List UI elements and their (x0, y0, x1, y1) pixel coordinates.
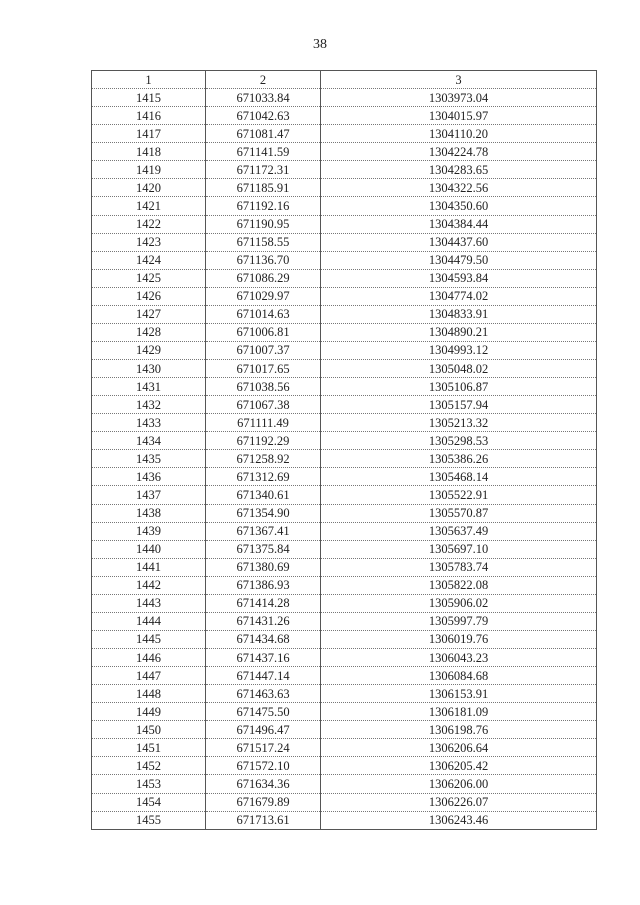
table-row (92, 630, 597, 648)
y-coordinate-cell: 1304322.56 (321, 179, 597, 197)
point-number-cell: 1415 (92, 89, 206, 107)
x-coordinate-cell: 671679.89 (206, 793, 321, 811)
table-row (92, 179, 597, 197)
table-row (92, 811, 597, 829)
column-header-1: 1 (92, 71, 206, 89)
x-coordinate-cell: 671713.61 (206, 811, 321, 829)
table-row (92, 522, 597, 540)
x-coordinate-cell: 671572.10 (206, 757, 321, 775)
y-coordinate-cell: 1306153.91 (321, 685, 597, 703)
table-row (92, 721, 597, 739)
y-coordinate-cell: 1305570.87 (321, 504, 597, 522)
x-coordinate-cell: 671158.55 (206, 233, 321, 251)
x-coordinate-cell: 671067.38 (206, 396, 321, 414)
table-row (92, 793, 597, 811)
y-coordinate-cell: 1306043.23 (321, 649, 597, 667)
y-coordinate-cell: 1305157.94 (321, 396, 597, 414)
table-row (92, 396, 597, 414)
table-row (92, 197, 597, 215)
table-row (92, 323, 597, 341)
y-coordinate-cell: 1305997.79 (321, 612, 597, 630)
y-coordinate-cell: 1304384.44 (321, 215, 597, 233)
x-coordinate-cell: 671437.16 (206, 649, 321, 667)
x-coordinate-cell: 671081.47 (206, 125, 321, 143)
x-coordinate-cell: 671463.63 (206, 685, 321, 703)
column-header-2: 2 (206, 71, 321, 89)
y-coordinate-cell: 1305386.26 (321, 450, 597, 468)
x-coordinate-cell: 671258.92 (206, 450, 321, 468)
point-number-cell: 1436 (92, 468, 206, 486)
x-coordinate-cell: 671475.50 (206, 703, 321, 721)
table-row (92, 450, 597, 468)
x-coordinate-cell: 671029.97 (206, 287, 321, 305)
x-coordinate-cell: 671185.91 (206, 179, 321, 197)
x-coordinate-cell: 671380.69 (206, 558, 321, 576)
table-row (92, 233, 597, 251)
table-row (92, 486, 597, 504)
point-number-cell: 1443 (92, 594, 206, 612)
table-row (92, 703, 597, 721)
table-row (92, 360, 597, 378)
table-row (92, 558, 597, 576)
page-number: 38 (313, 37, 327, 52)
point-number-cell: 1441 (92, 558, 206, 576)
point-number-cell: 1430 (92, 360, 206, 378)
x-coordinate-cell: 671192.29 (206, 432, 321, 450)
point-number-cell: 1445 (92, 630, 206, 648)
x-coordinate-cell: 671434.68 (206, 630, 321, 648)
y-coordinate-cell: 1306206.00 (321, 775, 597, 793)
y-coordinate-cell: 1303973.04 (321, 89, 597, 107)
table-row (92, 287, 597, 305)
point-number-cell: 1451 (92, 739, 206, 757)
point-number-cell: 1429 (92, 341, 206, 359)
x-coordinate-cell: 671414.28 (206, 594, 321, 612)
point-number-cell: 1427 (92, 305, 206, 323)
y-coordinate-cell: 1305468.14 (321, 468, 597, 486)
x-coordinate-cell: 671136.70 (206, 251, 321, 269)
y-coordinate-cell: 1304833.91 (321, 305, 597, 323)
x-coordinate-cell: 671367.41 (206, 522, 321, 540)
table-row (92, 414, 597, 432)
point-number-cell: 1420 (92, 179, 206, 197)
point-number-cell: 1432 (92, 396, 206, 414)
table-row (92, 89, 597, 107)
y-coordinate-cell: 1305213.32 (321, 414, 597, 432)
y-coordinate-cell: 1304110.20 (321, 125, 597, 143)
point-number-cell: 1434 (92, 432, 206, 450)
point-number-cell: 1437 (92, 486, 206, 504)
table-row (92, 432, 597, 450)
point-number-cell: 1454 (92, 793, 206, 811)
y-coordinate-cell: 1306198.76 (321, 721, 597, 739)
table-row (92, 305, 597, 323)
y-coordinate-cell: 1304437.60 (321, 233, 597, 251)
point-number-cell: 1416 (92, 107, 206, 125)
x-coordinate-cell: 671042.63 (206, 107, 321, 125)
table-row (92, 269, 597, 287)
coordinates-table (91, 70, 597, 830)
y-coordinate-cell: 1304593.84 (321, 269, 597, 287)
x-coordinate-cell: 671634.36 (206, 775, 321, 793)
x-coordinate-cell: 671386.93 (206, 576, 321, 594)
point-number-cell: 1431 (92, 378, 206, 396)
point-number-cell: 1418 (92, 143, 206, 161)
point-number-cell: 1452 (92, 757, 206, 775)
point-number-cell: 1444 (92, 612, 206, 630)
y-coordinate-cell: 1306019.76 (321, 630, 597, 648)
point-number-cell: 1438 (92, 504, 206, 522)
point-number-cell: 1428 (92, 323, 206, 341)
x-coordinate-cell: 671340.61 (206, 486, 321, 504)
point-number-cell: 1423 (92, 233, 206, 251)
y-coordinate-cell: 1304015.97 (321, 107, 597, 125)
table-row (92, 215, 597, 233)
table-row (92, 378, 597, 396)
y-coordinate-cell: 1306243.46 (321, 811, 597, 829)
table-row (92, 612, 597, 630)
table-row (92, 775, 597, 793)
y-coordinate-cell: 1305822.08 (321, 576, 597, 594)
x-coordinate-cell: 671006.81 (206, 323, 321, 341)
table-row (92, 667, 597, 685)
y-coordinate-cell: 1304350.60 (321, 197, 597, 215)
table-row (92, 143, 597, 161)
x-coordinate-cell: 671192.16 (206, 197, 321, 215)
point-number-cell: 1435 (92, 450, 206, 468)
table-row (92, 125, 597, 143)
x-coordinate-cell: 671312.69 (206, 468, 321, 486)
point-number-cell: 1433 (92, 414, 206, 432)
table-row (92, 576, 597, 594)
table-header-row (92, 71, 597, 89)
point-number-cell: 1449 (92, 703, 206, 721)
x-coordinate-cell: 671496.47 (206, 721, 321, 739)
table-row (92, 757, 597, 775)
x-coordinate-cell: 671190.95 (206, 215, 321, 233)
y-coordinate-cell: 1305048.02 (321, 360, 597, 378)
x-coordinate-cell: 671431.26 (206, 612, 321, 630)
x-coordinate-cell: 671111.49 (206, 414, 321, 432)
table-row (92, 739, 597, 757)
point-number-cell: 1453 (92, 775, 206, 793)
y-coordinate-cell: 1306181.09 (321, 703, 597, 721)
x-coordinate-cell: 671017.65 (206, 360, 321, 378)
x-coordinate-cell: 671172.31 (206, 161, 321, 179)
y-coordinate-cell: 1305906.02 (321, 594, 597, 612)
table-row (92, 468, 597, 486)
table-row (92, 594, 597, 612)
point-number-cell: 1455 (92, 811, 206, 829)
point-number-cell: 1448 (92, 685, 206, 703)
x-coordinate-cell: 671447.14 (206, 667, 321, 685)
x-coordinate-cell: 671033.84 (206, 89, 321, 107)
x-coordinate-cell: 671038.56 (206, 378, 321, 396)
point-number-cell: 1421 (92, 197, 206, 215)
point-number-cell: 1422 (92, 215, 206, 233)
x-coordinate-cell: 671354.90 (206, 504, 321, 522)
table-row (92, 251, 597, 269)
point-number-cell: 1450 (92, 721, 206, 739)
y-coordinate-cell: 1305697.10 (321, 540, 597, 558)
x-coordinate-cell: 671375.84 (206, 540, 321, 558)
y-coordinate-cell: 1304993.12 (321, 341, 597, 359)
point-number-cell: 1442 (92, 576, 206, 594)
point-number-cell: 1440 (92, 540, 206, 558)
table-row (92, 341, 597, 359)
point-number-cell: 1419 (92, 161, 206, 179)
table-row (92, 504, 597, 522)
point-number-cell: 1424 (92, 251, 206, 269)
y-coordinate-cell: 1306206.64 (321, 739, 597, 757)
y-coordinate-cell: 1306205.42 (321, 757, 597, 775)
y-coordinate-cell: 1304479.50 (321, 251, 597, 269)
y-coordinate-cell: 1305783.74 (321, 558, 597, 576)
table-row (92, 685, 597, 703)
y-coordinate-cell: 1304774.02 (321, 287, 597, 305)
y-coordinate-cell: 1305298.53 (321, 432, 597, 450)
x-coordinate-cell: 671086.29 (206, 269, 321, 287)
table-body (92, 89, 597, 830)
x-coordinate-cell: 671007.37 (206, 341, 321, 359)
point-number-cell: 1447 (92, 667, 206, 685)
y-coordinate-cell: 1305522.91 (321, 486, 597, 504)
y-coordinate-cell: 1306084.68 (321, 667, 597, 685)
x-coordinate-cell: 671517.24 (206, 739, 321, 757)
y-coordinate-cell: 1304890.21 (321, 323, 597, 341)
point-number-cell: 1417 (92, 125, 206, 143)
table-row (92, 107, 597, 125)
point-number-cell: 1446 (92, 649, 206, 667)
y-coordinate-cell: 1304283.65 (321, 161, 597, 179)
point-number-cell: 1439 (92, 522, 206, 540)
y-coordinate-cell: 1305106.87 (321, 378, 597, 396)
column-header-3: 3 (321, 71, 597, 89)
y-coordinate-cell: 1305637.49 (321, 522, 597, 540)
point-number-cell: 1426 (92, 287, 206, 305)
table-row (92, 649, 597, 667)
y-coordinate-cell: 1306226.07 (321, 793, 597, 811)
table-row (92, 161, 597, 179)
y-coordinate-cell: 1304224.78 (321, 143, 597, 161)
point-number-cell: 1425 (92, 269, 206, 287)
x-coordinate-cell: 671141.59 (206, 143, 321, 161)
table-row (92, 540, 597, 558)
x-coordinate-cell: 671014.63 (206, 305, 321, 323)
